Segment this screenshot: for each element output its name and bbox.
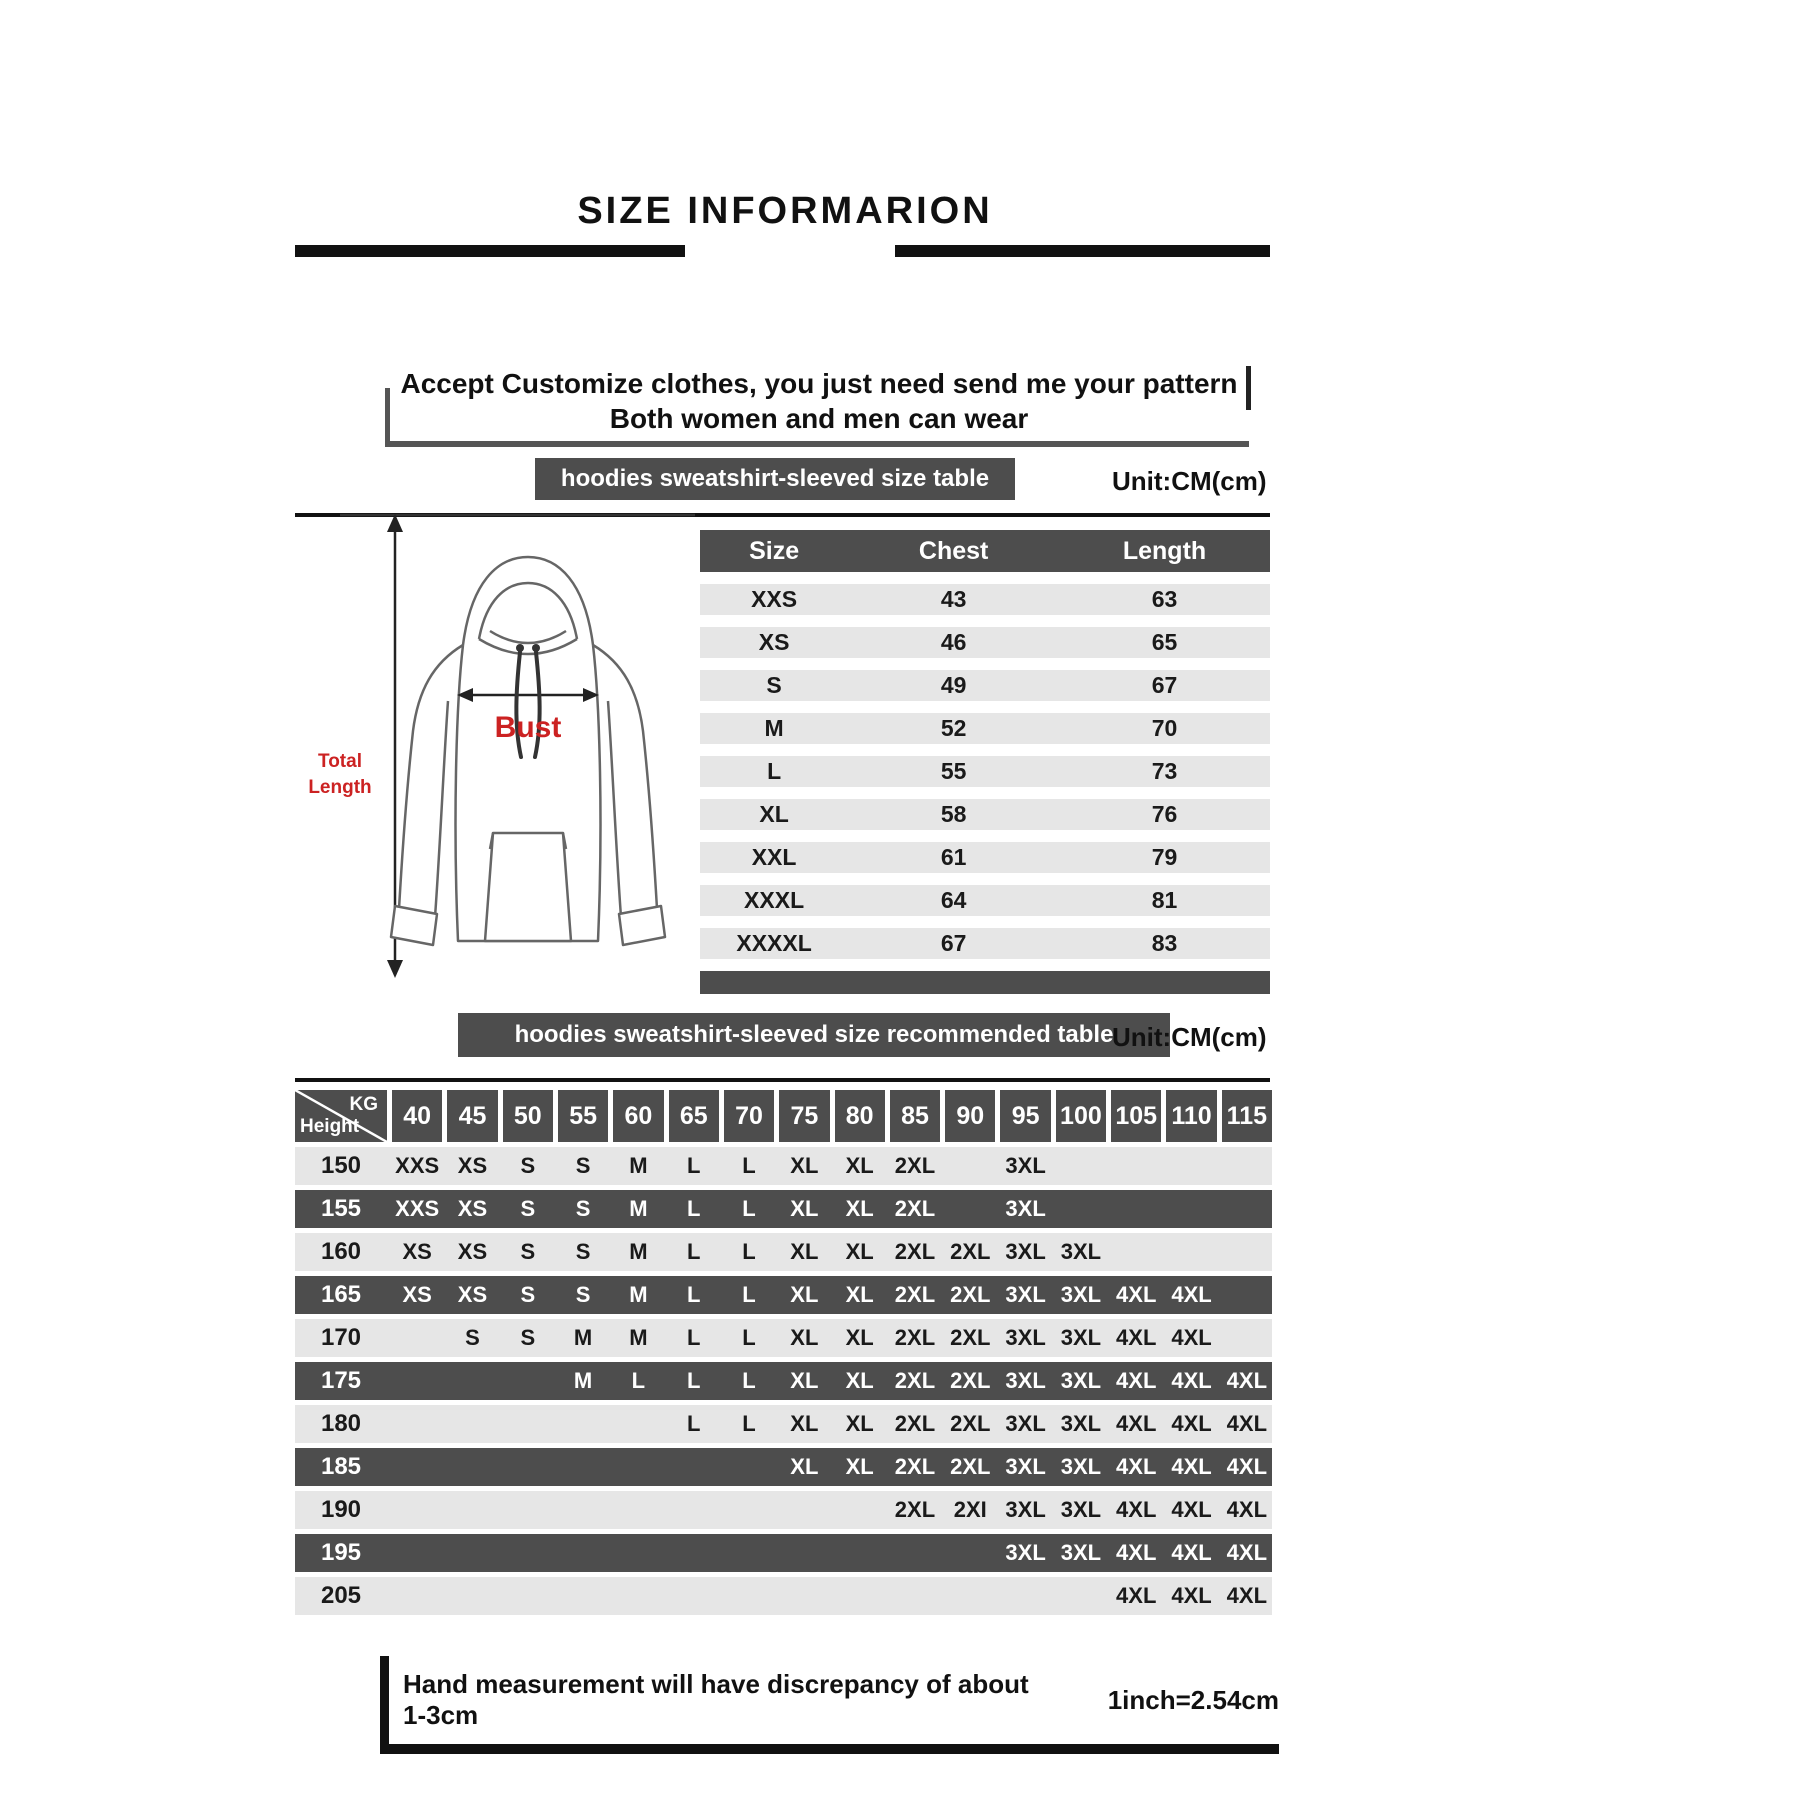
rec-cell: XS — [457, 1239, 488, 1264]
rec-cell: L — [742, 1411, 756, 1436]
rec-cell: L — [742, 1368, 756, 1393]
rec-cell: XL — [845, 1325, 874, 1350]
rec-cell — [392, 1362, 442, 1400]
rec-cell: 2XL — [894, 1325, 936, 1350]
rec-cell: XL — [790, 1325, 819, 1350]
height-label: 180 — [320, 1410, 362, 1437]
recommended-table-header — [295, 1090, 1272, 1142]
rec-row-180 — [295, 1405, 1272, 1443]
rec-cell: XL — [790, 1454, 819, 1479]
rec-cell: 2XL — [950, 1282, 991, 1307]
size-table-band-title: hoodies sweatshirt-sleeved size table — [535, 458, 1015, 500]
rec-cell: M — [629, 1282, 648, 1307]
rec-cell — [945, 1534, 995, 1572]
height-label: 165 — [320, 1281, 362, 1308]
rec-cell: 3XL — [1060, 1411, 1102, 1436]
rec-cell: XL — [790, 1368, 819, 1393]
rec-cell: 4XL — [1116, 1325, 1157, 1350]
rec-cell: 3XL — [1005, 1282, 1046, 1307]
recommended-table-body — [295, 1147, 1272, 1615]
title-underline-right — [895, 245, 1270, 257]
rec-cell: 2XL — [894, 1411, 936, 1436]
size-cell-chest: 43 — [940, 586, 967, 612]
rec-cell: M — [629, 1196, 648, 1221]
size-col-header: Chest — [918, 537, 989, 565]
rec-cell — [835, 1491, 885, 1529]
size-table-row — [700, 584, 1270, 615]
rec-cell — [1222, 1190, 1272, 1228]
rec-cell: 4XL — [1171, 1325, 1212, 1350]
rec-cell: XS — [457, 1153, 488, 1178]
rec-cell — [669, 1577, 719, 1615]
height-label: 190 — [320, 1496, 362, 1523]
height-label: 155 — [320, 1195, 362, 1222]
rec-row-205 — [295, 1577, 1272, 1615]
size-cell-length: 63 — [1151, 586, 1178, 612]
rec-cell: 2XI — [953, 1497, 987, 1522]
rec-cell: 3XL — [1005, 1196, 1046, 1221]
height-label: 160 — [320, 1238, 362, 1265]
rec-cell: S — [575, 1196, 591, 1221]
rec-cell — [1056, 1577, 1106, 1615]
rec-cell — [1166, 1233, 1216, 1271]
rec-cell — [669, 1491, 719, 1529]
rec-cell: S — [575, 1239, 591, 1264]
size-table-row — [700, 627, 1270, 658]
rec-cell: XS — [457, 1282, 488, 1307]
size-cell-length: 70 — [1151, 715, 1178, 741]
rec-cell: L — [686, 1411, 701, 1436]
rec-cell: XL — [845, 1196, 874, 1221]
rec-cell: L — [686, 1239, 701, 1264]
rec-cell: 3XL — [1060, 1454, 1102, 1479]
size-col-header: Length — [1122, 537, 1207, 565]
rec-cell: 4XL — [1116, 1583, 1157, 1608]
rec-cell — [558, 1577, 608, 1615]
size-table-row — [700, 842, 1270, 873]
rec-cell — [558, 1448, 608, 1486]
rec-cell: M — [573, 1325, 593, 1350]
rec-cell — [503, 1448, 553, 1486]
rec-cell: 3XL — [1005, 1454, 1046, 1479]
weight-col-110: 110 — [1166, 1090, 1216, 1142]
size-cell-size: XXS — [751, 586, 798, 612]
size-cell-length: 81 — [1151, 887, 1178, 913]
size-cell-chest: 64 — [940, 887, 967, 913]
rec-cell: 4XL — [1226, 1411, 1268, 1436]
kangaroo-pocket — [485, 833, 571, 941]
weight-col-70: 70 — [724, 1090, 774, 1142]
rec-cell — [890, 1577, 940, 1615]
rec-cell: XL — [845, 1153, 874, 1178]
rec-cell: S — [575, 1282, 591, 1307]
rec-cell: 3XL — [1060, 1497, 1102, 1522]
note-bracket-bottom — [385, 441, 1249, 447]
rec-cell: 2XL — [950, 1368, 991, 1393]
rec-cell: L — [742, 1239, 756, 1264]
inch-conversion: 1inch=2.54cm — [1107, 1684, 1279, 1715]
rec-row-165 — [295, 1276, 1272, 1314]
rec-cell: L — [742, 1196, 756, 1221]
rec-row-175 — [295, 1362, 1272, 1400]
size-cell-chest: 67 — [940, 930, 967, 956]
rec-cell: 4XL — [1171, 1540, 1212, 1565]
page-title: SIZE INFORMARION — [577, 190, 993, 232]
rec-row-155 — [295, 1190, 1272, 1228]
measurement-note-box — [380, 1656, 1279, 1754]
rec-cell: 3XL — [1060, 1239, 1102, 1264]
rec-cell: 4XL — [1171, 1282, 1212, 1307]
customize-note-line1: Accept Customize clothes, you just need send me your pattern — [400, 368, 1238, 399]
rec-cell — [392, 1577, 442, 1615]
rec-cell — [890, 1534, 940, 1572]
rec-cell — [835, 1577, 885, 1615]
height-label: 175 — [320, 1367, 362, 1394]
hoodie-measurement-diagram — [295, 505, 700, 990]
rec-cell — [945, 1190, 995, 1228]
rec-cell: 3XL — [1005, 1411, 1046, 1436]
rec-cell: 2XL — [894, 1153, 936, 1178]
size-table-header — [700, 530, 1270, 572]
rec-cell: S — [520, 1153, 536, 1178]
rec-cell — [1111, 1190, 1161, 1228]
rec-cell — [392, 1405, 442, 1443]
weight-col-75: 75 — [779, 1090, 829, 1142]
rec-cell — [724, 1448, 774, 1486]
size-cell-chest: 55 — [940, 758, 967, 784]
rec-cell — [392, 1491, 442, 1529]
size-cell-chest: 46 — [940, 629, 967, 655]
rec-cell — [447, 1491, 497, 1529]
rec-cell: 3XL — [1060, 1325, 1102, 1350]
rec-cell: 4XL — [1226, 1368, 1268, 1393]
rec-cell: XS — [457, 1196, 488, 1221]
rec-cell: 4XL — [1171, 1411, 1212, 1436]
weight-col-100: 100 — [1056, 1090, 1106, 1142]
rec-cell — [1056, 1190, 1106, 1228]
height-label: 185 — [320, 1453, 362, 1480]
rec-cell — [613, 1405, 663, 1443]
size-table-row — [700, 928, 1270, 959]
title-underline-left — [295, 245, 685, 257]
note-bracket-right — [1246, 366, 1251, 410]
rec-cell — [613, 1577, 663, 1615]
rec-cell — [503, 1362, 553, 1400]
rec-cell: 2XL — [894, 1368, 936, 1393]
rec-cell: XL — [790, 1196, 819, 1221]
corner-kg-label: KG — [349, 1094, 378, 1115]
rec-cell: S — [520, 1196, 536, 1221]
rec-cell: 3XL — [1005, 1153, 1046, 1178]
size-cell-chest: 49 — [940, 672, 967, 698]
rec-cell: 3XL — [1005, 1325, 1046, 1350]
right-cuff — [619, 906, 665, 945]
rec-cell: 2XL — [894, 1196, 936, 1221]
rec-cell — [392, 1534, 442, 1572]
rec-cell: M — [629, 1239, 648, 1264]
rec-cell: L — [742, 1325, 756, 1350]
rec-cell: 2XL — [950, 1454, 991, 1479]
size-cell-size: XXXXL — [736, 930, 812, 956]
rec-cell: 3XL — [1060, 1540, 1102, 1565]
rec-cell — [724, 1577, 774, 1615]
rec-cell: 2XL — [894, 1454, 936, 1479]
rec-cell: 3XL — [1060, 1282, 1102, 1307]
rec-cell — [945, 1147, 995, 1185]
rec-cell: L — [686, 1368, 701, 1393]
rec-cell — [835, 1534, 885, 1572]
rec-cell — [1222, 1319, 1272, 1357]
size-cell-length: 76 — [1151, 801, 1178, 827]
rec-cell: M — [629, 1153, 648, 1178]
rec-row-170 — [295, 1319, 1272, 1357]
rec-cell: XXS — [395, 1196, 440, 1221]
weight-col-90: 90 — [945, 1090, 995, 1142]
rec-cell — [1222, 1147, 1272, 1185]
rec-cell: XL — [845, 1282, 874, 1307]
rec-cell: XL — [790, 1239, 819, 1264]
rec-row-185 — [295, 1448, 1272, 1486]
rec-cell — [503, 1577, 553, 1615]
size-cell-chest: 58 — [940, 801, 967, 827]
left-sleeve — [399, 645, 463, 917]
size-cell-length: 73 — [1151, 758, 1178, 784]
rec-cell — [1222, 1276, 1272, 1314]
rec-cell — [392, 1319, 442, 1357]
rec-cell — [779, 1534, 829, 1572]
size-table-row — [700, 713, 1270, 744]
size-cell-size: M — [764, 715, 784, 741]
rec-cell: 4XL — [1116, 1282, 1157, 1307]
rec-cell: 4XL — [1226, 1540, 1268, 1565]
customize-note-line2: Both women and men can wear — [609, 403, 1029, 434]
rec-cell — [392, 1448, 442, 1486]
right-sleeve — [593, 645, 657, 917]
rec-cell: 3XL — [1005, 1239, 1046, 1264]
rec-cell: 2XL — [950, 1239, 991, 1264]
rec-cell: XL — [845, 1239, 874, 1264]
rec-cell — [503, 1405, 553, 1443]
weight-col-80: 80 — [835, 1090, 885, 1142]
rec-cell — [503, 1534, 553, 1572]
rec-cell — [1056, 1147, 1106, 1185]
rec-cell: L — [742, 1282, 756, 1307]
size-cell-length: 67 — [1151, 672, 1178, 698]
rec-cell — [613, 1534, 663, 1572]
rec-cell: XL — [790, 1153, 819, 1178]
rec-cell: L — [686, 1282, 701, 1307]
rec-cell: S — [520, 1282, 536, 1307]
rec-cell: XS — [402, 1282, 432, 1307]
size-table-row — [700, 885, 1270, 916]
size-cell-size: XXL — [751, 844, 797, 870]
rec-cell: 2XL — [894, 1239, 936, 1264]
rec-cell — [945, 1577, 995, 1615]
rec-cell: 3XL — [1005, 1540, 1046, 1565]
rec-cell — [613, 1491, 663, 1529]
rec-cell: XL — [845, 1411, 874, 1436]
rec-cell: 4XL — [1226, 1583, 1268, 1608]
note-bracket-left — [385, 388, 390, 446]
rec-cell: S — [520, 1325, 536, 1350]
left-cuff — [391, 906, 437, 945]
rec-cell: M — [573, 1368, 593, 1393]
rec-cell — [447, 1534, 497, 1572]
height-label: 205 — [320, 1582, 362, 1609]
rec-cell: 3XL — [1060, 1368, 1102, 1393]
size-cell-chest: 61 — [940, 844, 967, 870]
rec-cell: 4XL — [1116, 1454, 1157, 1479]
size-cell-size: L — [767, 758, 782, 784]
bust-label: Bust — [494, 711, 562, 744]
rec-cell — [558, 1405, 608, 1443]
rec-cell — [447, 1448, 497, 1486]
corner-cell — [295, 1090, 387, 1142]
rec-cell: 2XL — [894, 1282, 936, 1307]
rec-cell: 2XL — [950, 1411, 991, 1436]
rec-cell — [1166, 1190, 1216, 1228]
weight-col-95: 95 — [1000, 1090, 1050, 1142]
rec-cell: 4XL — [1116, 1411, 1157, 1436]
rec-cell: 4XL — [1226, 1497, 1268, 1522]
rec-cell: XL — [845, 1368, 874, 1393]
size-cell-size: XXXL — [744, 887, 805, 913]
rec-cell: L — [686, 1325, 701, 1350]
rec-cell: XXS — [395, 1153, 440, 1178]
rec-cell — [447, 1405, 497, 1443]
measurement-note: Hand measurement will have discrepancy of about 1-3cm — [403, 1669, 1029, 1730]
recommended-table-unit-label: Unit:CM(cm) — [1112, 1022, 1267, 1052]
size-table-footer-bar — [700, 971, 1270, 994]
rec-cell — [1111, 1233, 1161, 1271]
rec-cell — [558, 1534, 608, 1572]
size-table-row — [700, 756, 1270, 787]
weight-col-55: 55 — [558, 1090, 608, 1142]
size-cell-chest: 52 — [940, 715, 967, 741]
size-table-row — [700, 799, 1270, 830]
corner-height-label: Height — [300, 1116, 360, 1137]
recommended-size-table — [295, 1090, 1272, 1615]
rec-row-160 — [295, 1233, 1272, 1271]
rec-cell: XL — [790, 1282, 819, 1307]
rec-cell: 4XL — [1171, 1368, 1212, 1393]
rec-row-195 — [295, 1534, 1272, 1572]
rec-cell: L — [686, 1153, 701, 1178]
size-cell-size: XS — [758, 629, 790, 655]
rec-row-190 — [295, 1491, 1272, 1529]
rec-row-150 — [295, 1147, 1272, 1185]
size-table — [700, 530, 1270, 994]
rec-cell: S — [575, 1153, 591, 1178]
size-table-rows — [700, 584, 1270, 959]
size-col-header: Size — [749, 537, 800, 565]
rec-cell: XL — [790, 1411, 819, 1436]
size-cell-length: 79 — [1151, 844, 1178, 870]
size-cell-size: XL — [759, 801, 789, 827]
rec-cell: XS — [402, 1239, 432, 1264]
rec-cell — [779, 1577, 829, 1615]
customize-note — [390, 366, 1248, 436]
weight-col-40: 40 — [392, 1090, 442, 1142]
weight-col-85: 85 — [890, 1090, 940, 1142]
size-table-unit-label: Unit:CM(cm) — [1112, 466, 1267, 496]
rec-cell — [613, 1448, 663, 1486]
recommended-table-band-title: hoodies sweatshirt-sleeved size recommended table — [458, 1013, 1170, 1057]
rec-cell — [669, 1448, 719, 1486]
rec-cell — [558, 1491, 608, 1529]
rec-cell — [503, 1491, 553, 1529]
rec-cell: 4XL — [1116, 1540, 1157, 1565]
rec-cell: S — [465, 1325, 480, 1350]
rec-cell — [447, 1577, 497, 1615]
rec-cell — [447, 1362, 497, 1400]
rec-cell — [1000, 1577, 1050, 1615]
rec-cell: 4XL — [1116, 1497, 1157, 1522]
rec-cell — [779, 1491, 829, 1529]
rec-cell — [724, 1534, 774, 1572]
rec-cell: 3XL — [1005, 1497, 1046, 1522]
rec-cell: 3XL — [1005, 1368, 1046, 1393]
height-label: 150 — [320, 1152, 362, 1179]
rec-cell: 4XL — [1226, 1454, 1268, 1479]
rec-cell: 4XL — [1171, 1454, 1212, 1479]
rec-cell: L — [742, 1153, 756, 1178]
height-label: 195 — [320, 1539, 362, 1566]
weight-col-50: 50 — [503, 1090, 553, 1142]
rec-cell: M — [629, 1325, 648, 1350]
rec-cell: 2XL — [950, 1325, 991, 1350]
rec-cell: S — [520, 1239, 536, 1264]
rec-cell: 4XL — [1171, 1497, 1212, 1522]
size-cell-length: 65 — [1151, 629, 1178, 655]
rec-cell: L — [686, 1196, 701, 1221]
rec-cell — [1222, 1233, 1272, 1271]
weight-col-60: 60 — [613, 1090, 663, 1142]
rec-cell: 4XL — [1116, 1368, 1157, 1393]
weight-col-105: 105 — [1111, 1090, 1161, 1142]
total-length-label-line1: Total — [318, 751, 362, 772]
rec-cell: L — [631, 1368, 646, 1393]
size-cell-length: 83 — [1151, 930, 1178, 956]
rec-cell: 2XL — [894, 1497, 936, 1522]
height-label: 170 — [320, 1324, 362, 1351]
rec-cell: 4XL — [1171, 1583, 1212, 1608]
weight-col-65: 65 — [669, 1090, 719, 1142]
size-cell-size: S — [766, 672, 782, 698]
rec-cell — [669, 1534, 719, 1572]
weight-col-115: 115 — [1222, 1090, 1272, 1142]
weight-col-45: 45 — [447, 1090, 497, 1142]
rec-cell — [1111, 1147, 1161, 1185]
divider-line-2 — [295, 1078, 1270, 1082]
total-length-label-line2: Length — [308, 777, 372, 798]
rec-cell — [1166, 1147, 1216, 1185]
rec-cell — [724, 1491, 774, 1529]
rec-cell: XL — [845, 1454, 874, 1479]
size-table-row — [700, 670, 1270, 701]
